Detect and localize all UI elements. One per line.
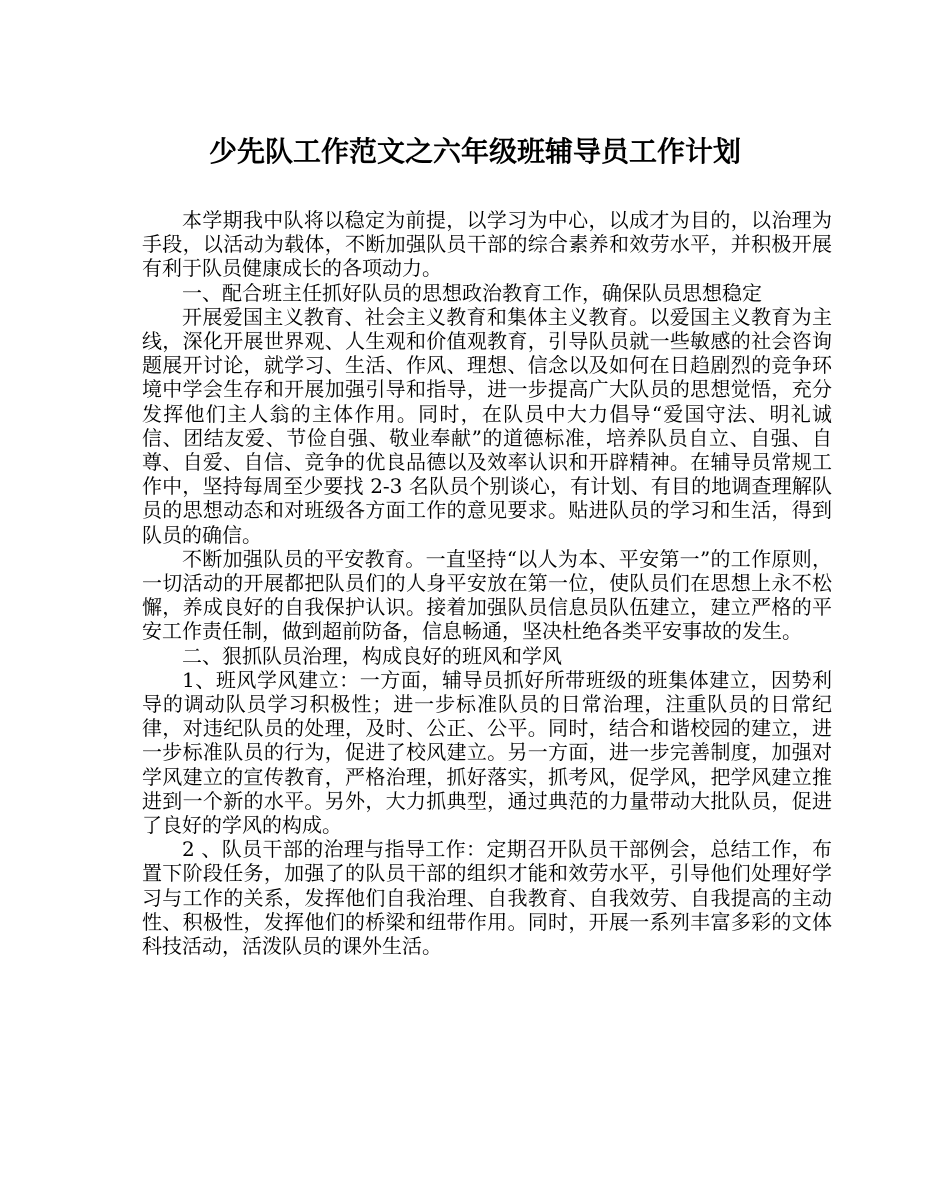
- section-heading-1: 一、配合班主任抓好队员的思想政治教育工作，确保队员思想稳定: [182, 280, 762, 305]
- paragraph-safety-education: 不断加强队员的平安教育。一直坚持“以人为本、平安第一”的工作原则，一切活动的开展都把队员们的人身平安放在第一位，使队员们在思想上永不松懈，养成良好的自我保护认识。接着加强队员信息员队伍建立，建立严格的平安工作责任制，做到超前防备，信息畅通，坚决杜绝各类平安事故的发生。: [142, 546, 832, 644]
- paragraph-patriotic-education: 开展爱国主义教育、社会主义教育和集体主义教育。以爱国主义教育为主线，深化开展世界观、人生观和价值观教育，引导队员就一些敏感的社会咨询题展开讨论，就学习、生活、作风、理想、信念以及如何在日趋剧烈的竞争环境中学会生存和开展加强引导和指导，进一步提高广大队员的思想觉悟，充分发挥他们主人翁的主体作用。同时，在队员中大力倡导“爱国守法、明礼诚信、团结友爱、节俭自强、敬业奉献”的道德标准，培养队员自立、自强、自尊、自爱、自信、竞争的优良品德以及效率认识和开辟精神。在辅导员常规工作中，坚持每周至少要找 2-3 名队员个别谈心，有计划、有目的地调查理解队员的思想动态和对班级各方面工作的意见要求。贴进队员的学习和生活，得到队员的确信。: [142, 304, 832, 547]
- section-heading-2: 二、狠抓队员治理，构成良好的班风和学风: [182, 643, 562, 668]
- document-body: [142, 208, 832, 958]
- paragraph-class-style: 1、班风学风建立：一方面，辅导员抓好所带班级的班集体建立，因势利导的调动队员学习积极性；进一步标准队员的日常治理，注重队员的日常纪律，对违纪队员的处理，及时、公正、公平。同时，结合和谐校园的建立，进一步标准队员的行为，促进了校风建立。另一方面，进一步完善制度，加强对学风建立的宣传教育，严格治理，抓好落实，抓考风，促学风，把学风建立推进到一个新的水平。另外，大力抓典型，通过典范的力量带动大批队员，促进了良好的学风的构成。: [142, 667, 832, 838]
- paragraph-cadre-management: 2 、队员干部的治理与指导工作：定期召开队员干部例会，总结工作，布置下阶段任务，加强了的队员干部的组织才能和效劳水平，引导他们处理好学习与工作的关系，发挥他们自我治理、自我教育、自我效劳、自我提高的主动性、积极性，发挥他们的桥梁和纽带作用。同时，开展一系列丰富多彩的文体科技活动，活泼队员的课外生活。: [142, 837, 832, 959]
- document-title: 少先队工作范文之六年级班辅导员工作计划: [208, 135, 741, 168]
- paragraph-intro: 本学期我中队将以稳定为前提，以学习为中心，以成才为目的，以治理为手段，以活动为载体，不断加强队员干部的综合素养和效劳水平，并积极开展有利于队员健康成长的各项动力。: [142, 208, 832, 281]
